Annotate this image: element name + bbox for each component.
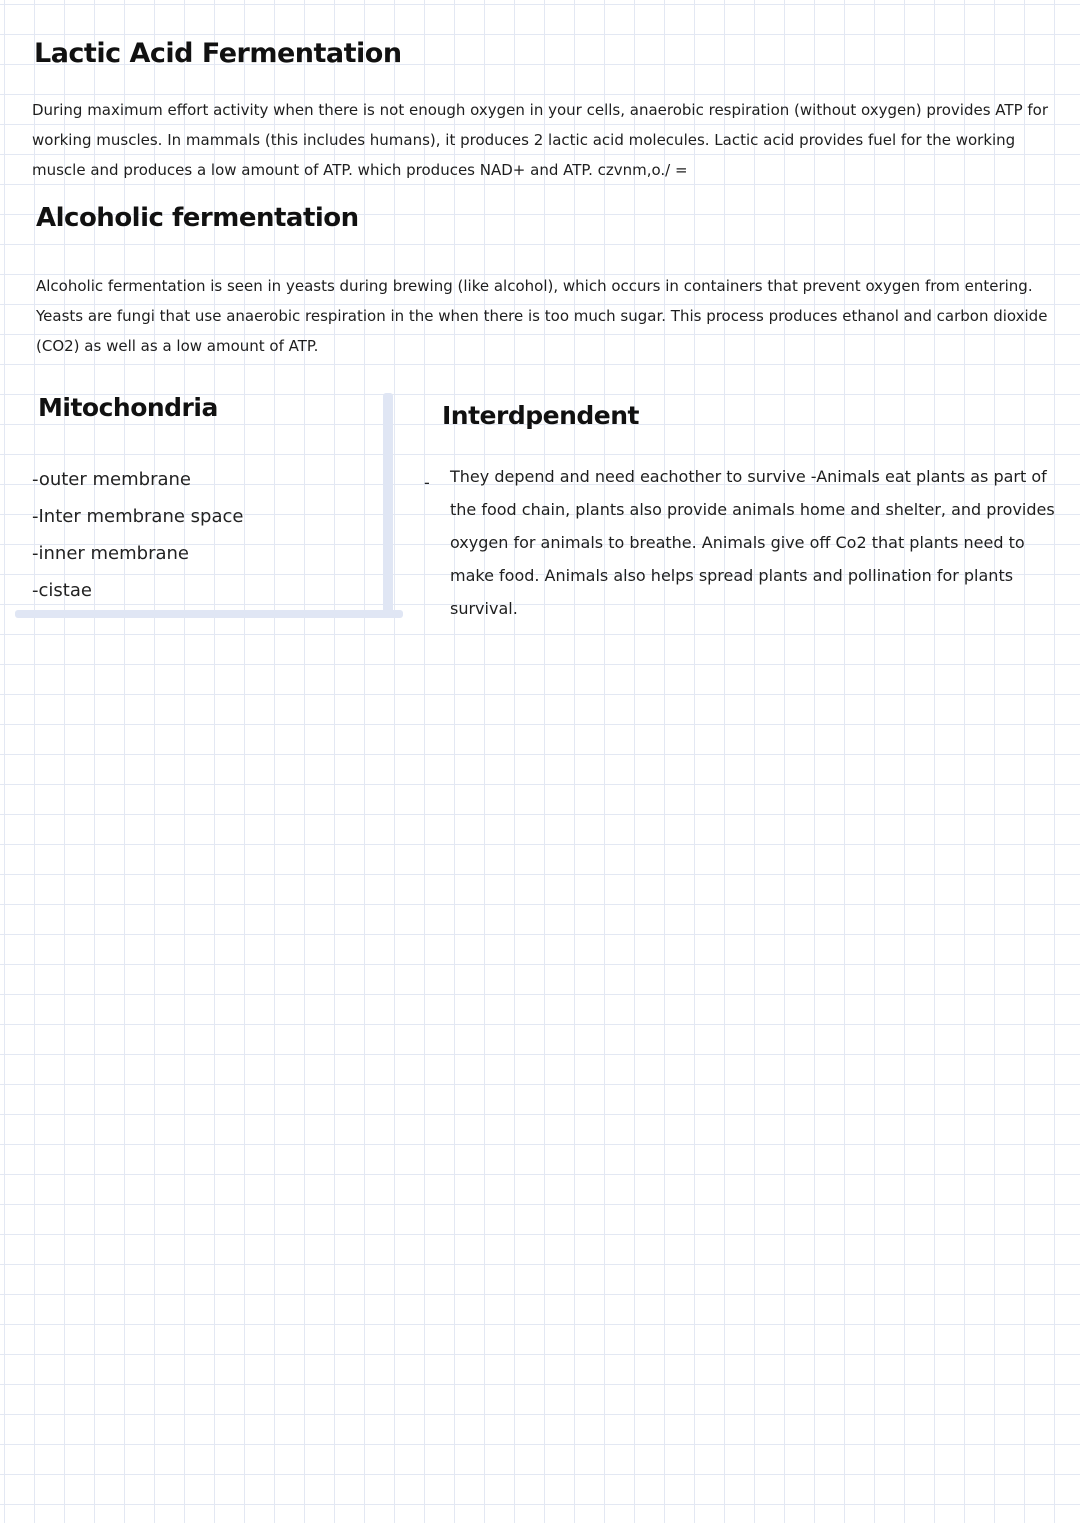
mitochondria-box-border-bottom bbox=[15, 610, 403, 618]
interdependent-paragraph: They depend and need eachother to survive -Animals eat plants as part of the food chain, plants also provide animals home and shelter, and provides oxygen for animals to breathe. Animals give off Co2 that plants need to make food. Animals also helps spread plants and pollination for plants survival. bbox=[450, 467, 1055, 618]
mitochondria-box-border-right bbox=[383, 393, 393, 615]
lactic-paragraph: During maximum effort activity when there is not enough oxygen in your cells, anaerobic respiration (without oxygen) provides ATP for working muscles. In mammals (this includes humans), it produces 2 lactic acid molecules. Lactic acid provides fuel for the working muscle and produces a low amount of ATP. which produces NAD+ and ATP. czvnm,o./ = bbox=[32, 101, 1049, 179]
list-item: -outer membrane bbox=[32, 469, 191, 490]
list-item: -inner membrane bbox=[32, 543, 189, 564]
lactic-heading: Lactic Acid Fermentation bbox=[34, 38, 402, 69]
list-item: -cistae bbox=[32, 580, 92, 601]
bullet-dash: - bbox=[424, 473, 430, 492]
interdependent-heading: Interdpendent bbox=[442, 401, 639, 430]
alcoholic-heading: Alcoholic fermentation bbox=[36, 203, 359, 233]
alcoholic-paragraph: Alcoholic fermentation is seen in yeasts during brewing (like alcohol), which occurs in containers that prevent oxygen from entering. Yeasts are fungi that use anaerobic respiration in the when there is too much sugar. This process produces ethanol and carbon dioxide (CO2) as well as a low amount of ATP. bbox=[36, 277, 1048, 355]
mitochondria-heading: Mitochondria bbox=[38, 393, 218, 422]
mitochondria-list bbox=[32, 461, 243, 609]
list-item: -Inter membrane space bbox=[32, 506, 244, 527]
